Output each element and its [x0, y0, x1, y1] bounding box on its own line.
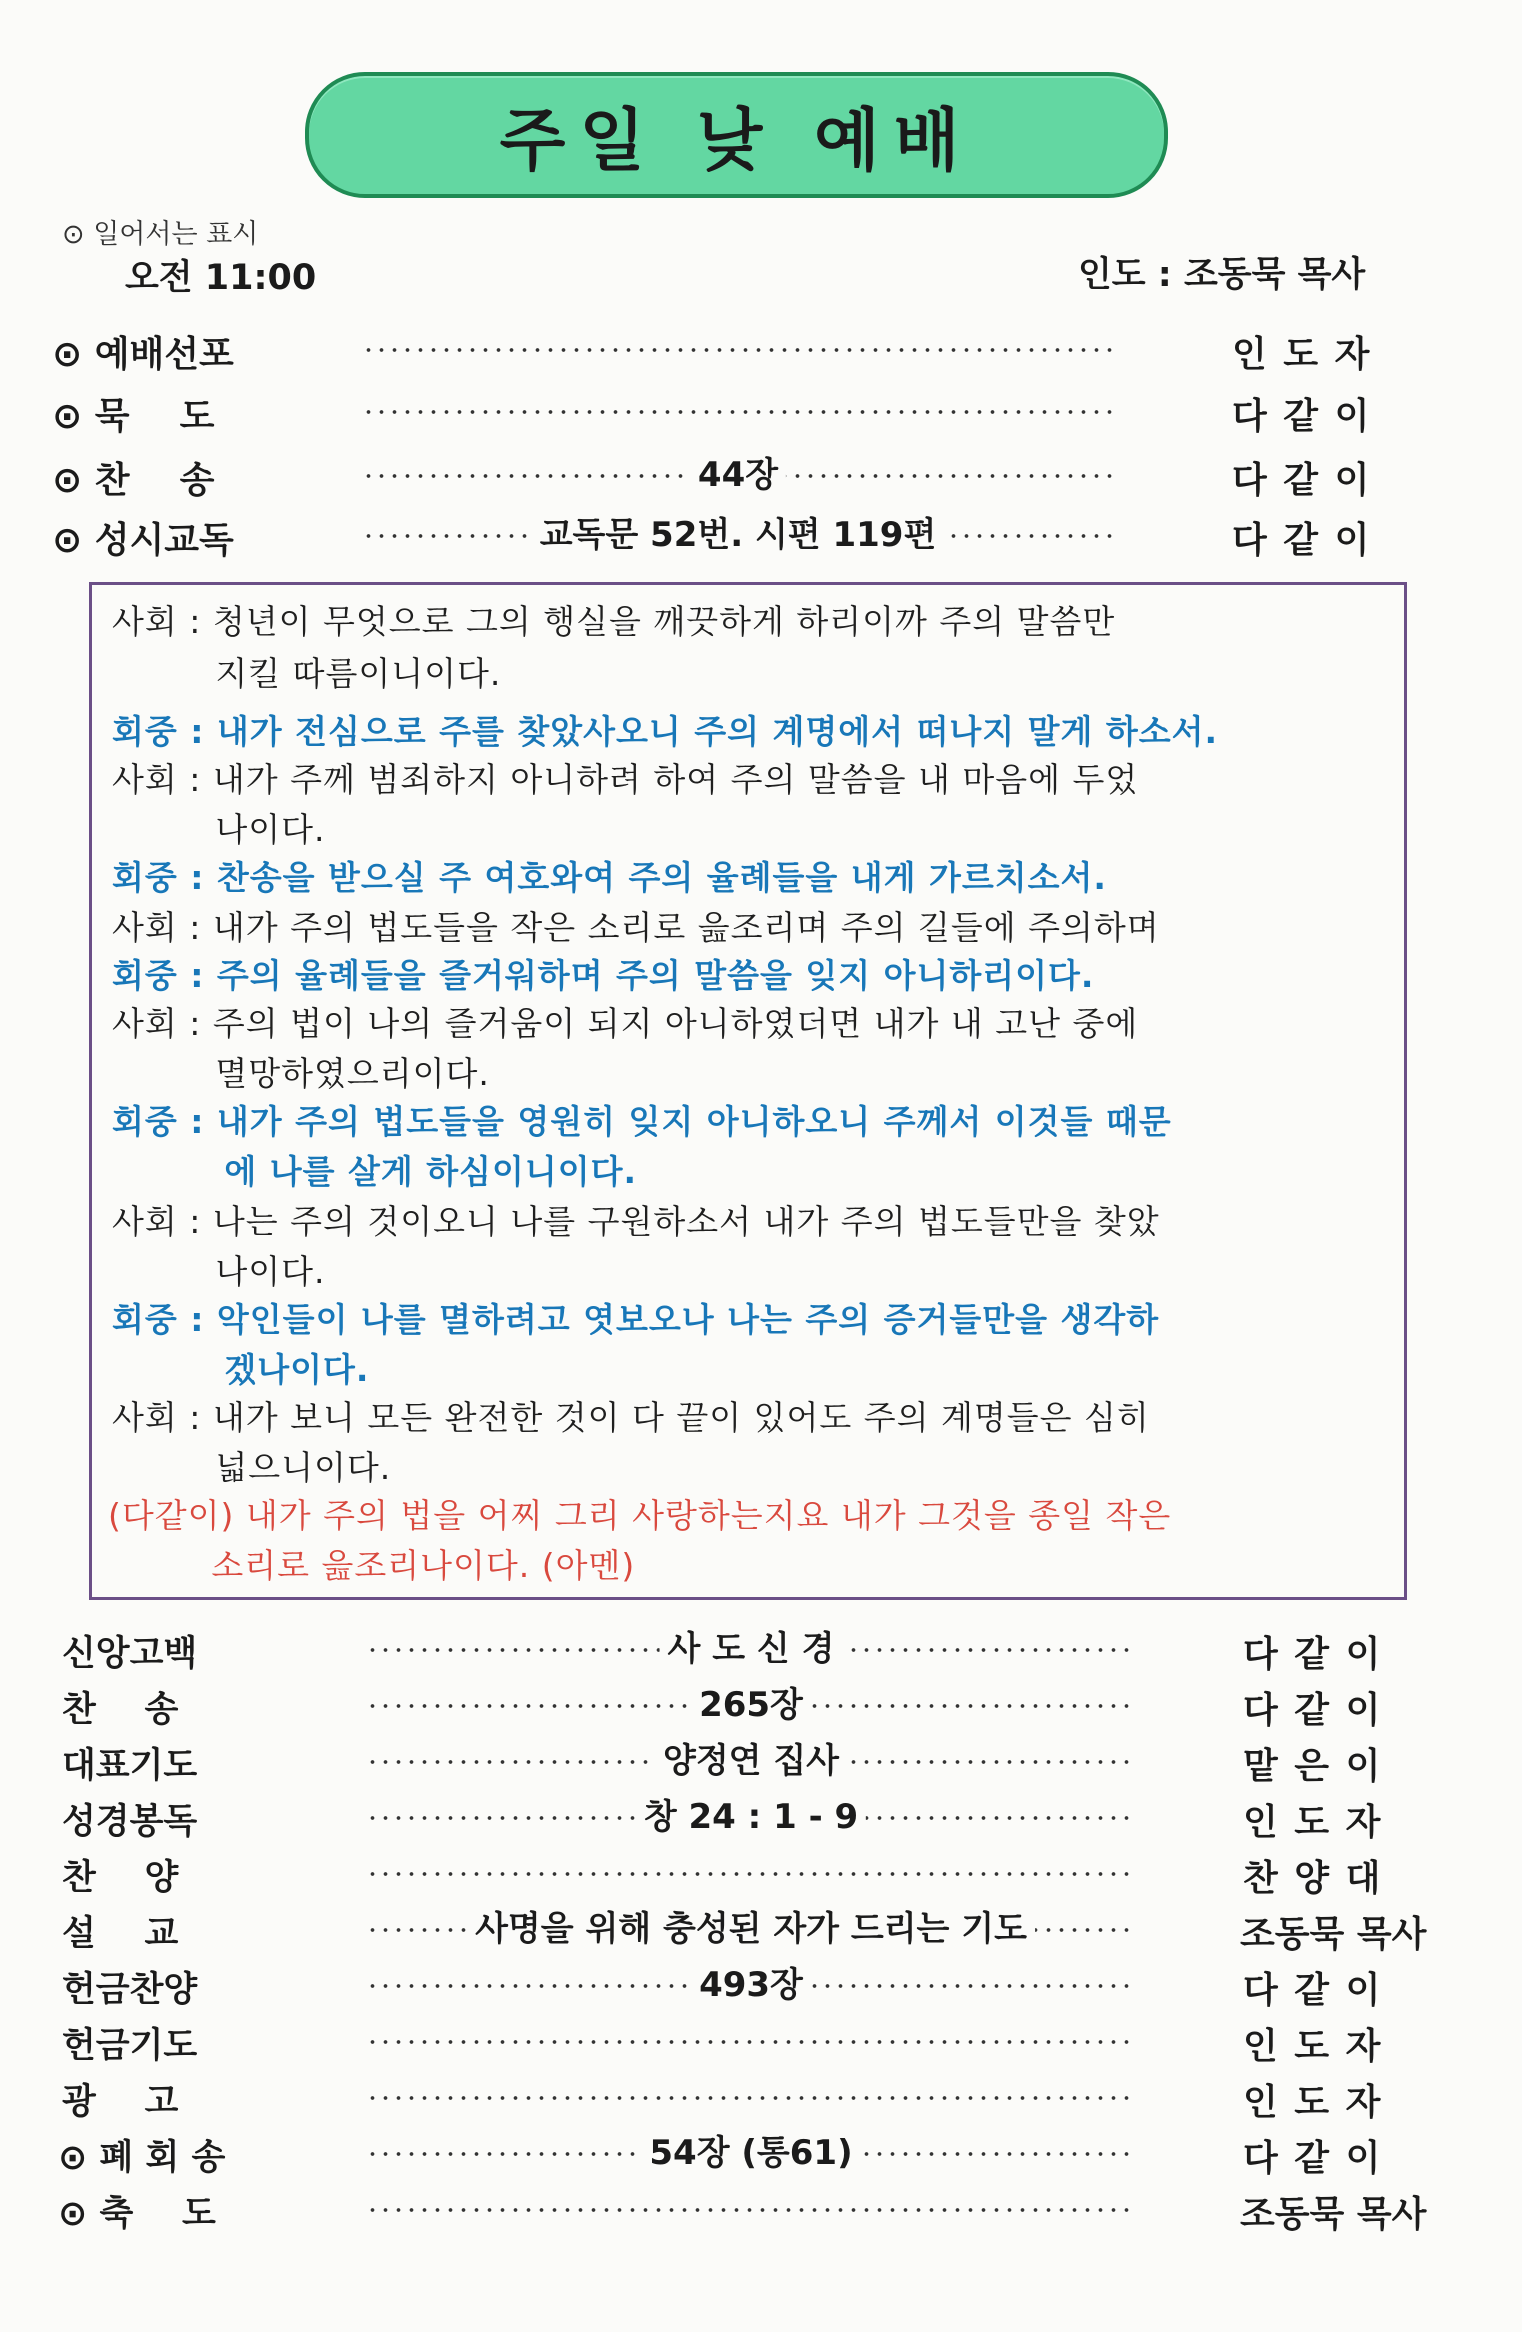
reading-line-all: (다같이) 내가 주의 법을 어찌 그리 사랑하는지요 내가 그것을 종일 작은 [108, 1496, 1172, 1535]
order-item [0, 506, 1522, 562]
order-item-content: 265장 [691, 1677, 811, 1726]
order-item-label: 신앙고백 [62, 1634, 198, 1674]
order-item [0, 1676, 1522, 1732]
order-item-participant: 찬 양 대 [1243, 1858, 1383, 1899]
order-item-label: ⊙ 성시교독 [52, 520, 234, 561]
service-leader: 인도 : 조동묵 목사 [1078, 255, 1366, 295]
dot-leader [366, 2068, 1136, 2118]
order-item [0, 320, 1522, 376]
reading-line-leader: 나이다. [112, 810, 326, 849]
order-item-participant: 다 같 이 [1232, 520, 1372, 561]
order-item [0, 1788, 1522, 1844]
order-item-label: 광 고 [62, 2082, 179, 2122]
dot-leader [366, 2180, 1136, 2230]
dot-leader [366, 2012, 1136, 2062]
order-item-label: 설 교 [62, 1914, 179, 1954]
order-item-label: ⊙ 묵 도 [52, 396, 215, 437]
reading-line-leader: 사회 : 내가 주의 법도들을 작은 소리로 읊조리며 주의 길들에 주의하며 [112, 908, 1160, 947]
dot-leader [366, 2124, 1136, 2174]
standing-indicator-note: ⊙ 일어서는 표시 [62, 219, 259, 250]
reading-line-congregation: 회중 : 내가 전심으로 주를 찾았사오니 주의 계명에서 떠나지 말게 하소서. [112, 712, 1219, 751]
order-item [0, 446, 1522, 502]
order-item-participant: 다 같 이 [1243, 1634, 1383, 1675]
order-item-participant: 인 도 자 [1243, 1802, 1383, 1843]
reading-line-leader: 지킬 따름이니이다. [112, 654, 502, 693]
order-item-participant: 다 같 이 [1243, 2138, 1383, 2179]
dot-leader [362, 382, 1114, 432]
order-item-content: 양정연 집사 [655, 1733, 847, 1782]
sermon-title: 사명을 위해 충성된 자가 드리는 기도 [467, 1901, 1035, 1950]
order-item [0, 1732, 1522, 1788]
reading-line-leader: 멸망하였으리이다. [112, 1054, 490, 1093]
order-item-content: 493장 [691, 1957, 811, 2006]
service-time: 오전 11:00 [125, 258, 317, 298]
order-item [0, 1956, 1522, 2012]
order-item-content: 54장 (통61) [641, 2125, 860, 2174]
dot-leader [366, 1900, 1136, 1950]
order-item-label: 찬 송 [62, 1690, 179, 1730]
reading-line-all: 소리로 읊조리나이다. (아멘) [108, 1546, 636, 1585]
reading-line-leader: 사회 : 청년이 무엇으로 그의 행실을 깨끗하게 하리이까 주의 말씀만 [112, 602, 1116, 641]
order-item [0, 382, 1522, 438]
order-item [0, 1900, 1522, 1956]
reading-line-congregation: 회중 : 찬송을 받으실 주 여호와여 주의 율례들을 내게 가르치소서. [112, 858, 1107, 897]
order-item-label: ⊙ 예배선포 [52, 334, 234, 375]
order-item-participant: 인 도 자 [1243, 2082, 1383, 2123]
order-item-content: 창 24 : 1 - 9 [636, 1789, 866, 1838]
order-item-label: 대표기도 [62, 1746, 198, 1786]
order-item [0, 2124, 1522, 2180]
reading-line-leader: 넓으니이다. [112, 1448, 392, 1487]
dot-leader [366, 1956, 1136, 2006]
order-item-label: 헌금찬양 [62, 1970, 198, 2010]
dot-leader [366, 1844, 1136, 1894]
order-item-participant: 인 도 자 [1243, 2026, 1383, 2067]
reading-line-congregation: 겠나이다. [112, 1350, 370, 1389]
order-item-participant: 다 같 이 [1243, 1690, 1383, 1731]
reading-line-congregation: 회중 : 주의 율례들을 즐거워하며 주의 말씀을 잊지 아니하리이다. [112, 956, 1095, 995]
order-item [0, 2068, 1522, 2124]
page-title: 주일 낮 예배 [499, 101, 974, 181]
dot-leader [366, 1676, 1136, 1726]
dot-leader [366, 1732, 1136, 1782]
order-item-participant: 다 같 이 [1232, 460, 1372, 501]
reading-line-leader: 사회 : 내가 보니 모든 완전한 것이 다 끝이 있어도 주의 계명들은 심히 [112, 1398, 1150, 1437]
order-item-participant: 조동묵 목사 [1240, 1914, 1427, 1955]
order-item-label: ⊙ 찬 송 [52, 460, 215, 501]
order-item [0, 1620, 1522, 1676]
order-item-participant: 다 같 이 [1243, 1970, 1383, 2011]
dot-leader [362, 320, 1114, 370]
reading-line-leader: 사회 : 주의 법이 나의 즐거움이 되지 아니하였더면 내가 내 고난 중에 [112, 1004, 1139, 1043]
dot-leader [366, 1620, 1136, 1670]
order-item [0, 2180, 1522, 2236]
order-item [0, 2012, 1522, 2068]
order-item-label: ⊙ 축 도 [58, 2194, 216, 2234]
order-item-participant: 인 도 자 [1232, 334, 1372, 375]
reading-line-leader: 나이다. [112, 1252, 326, 1291]
dot-leader [362, 446, 1114, 496]
order-item-content: 교독문 52번. 시편 119편 [532, 507, 945, 556]
order-item-participant: 다 같 이 [1232, 396, 1372, 437]
reading-line-leader: 사회 : 내가 주께 범죄하지 아니하려 하여 주의 말씀을 내 마음에 두었 [112, 760, 1139, 799]
order-item-participant: 조동묵 목사 [1240, 2194, 1427, 2235]
order-item-label: 헌금기도 [62, 2026, 198, 2066]
order-item [0, 1844, 1522, 1900]
order-item-content: 사 도 신 경 [660, 1621, 843, 1670]
order-item-label: 성경봉독 [62, 1802, 198, 1842]
dot-leader [366, 1788, 1136, 1838]
order-item-label: ⊙ 폐 회 송 [58, 2138, 226, 2178]
order-item-content: 44장 [690, 447, 786, 496]
reading-line-congregation: 회중 : 악인들이 나를 멸하려고 엿보오나 나는 주의 증거들만을 생각하 [112, 1300, 1160, 1339]
order-item-label: 찬 양 [62, 1858, 179, 1898]
dot-leader [362, 506, 1114, 556]
reading-line-leader: 사회 : 나는 주의 것이오니 나를 구원하소서 내가 주의 법도들만을 찾았 [112, 1202, 1160, 1241]
reading-line-congregation: 회중 : 내가 주의 법도들을 영원히 잊지 아니하오니 주께서 이것들 때문 [112, 1102, 1172, 1141]
reading-line-congregation: 에 나를 살게 하심이니이다. [112, 1152, 638, 1191]
order-item-participant: 맡 은 이 [1243, 1746, 1383, 1787]
title-banner [305, 72, 1168, 198]
